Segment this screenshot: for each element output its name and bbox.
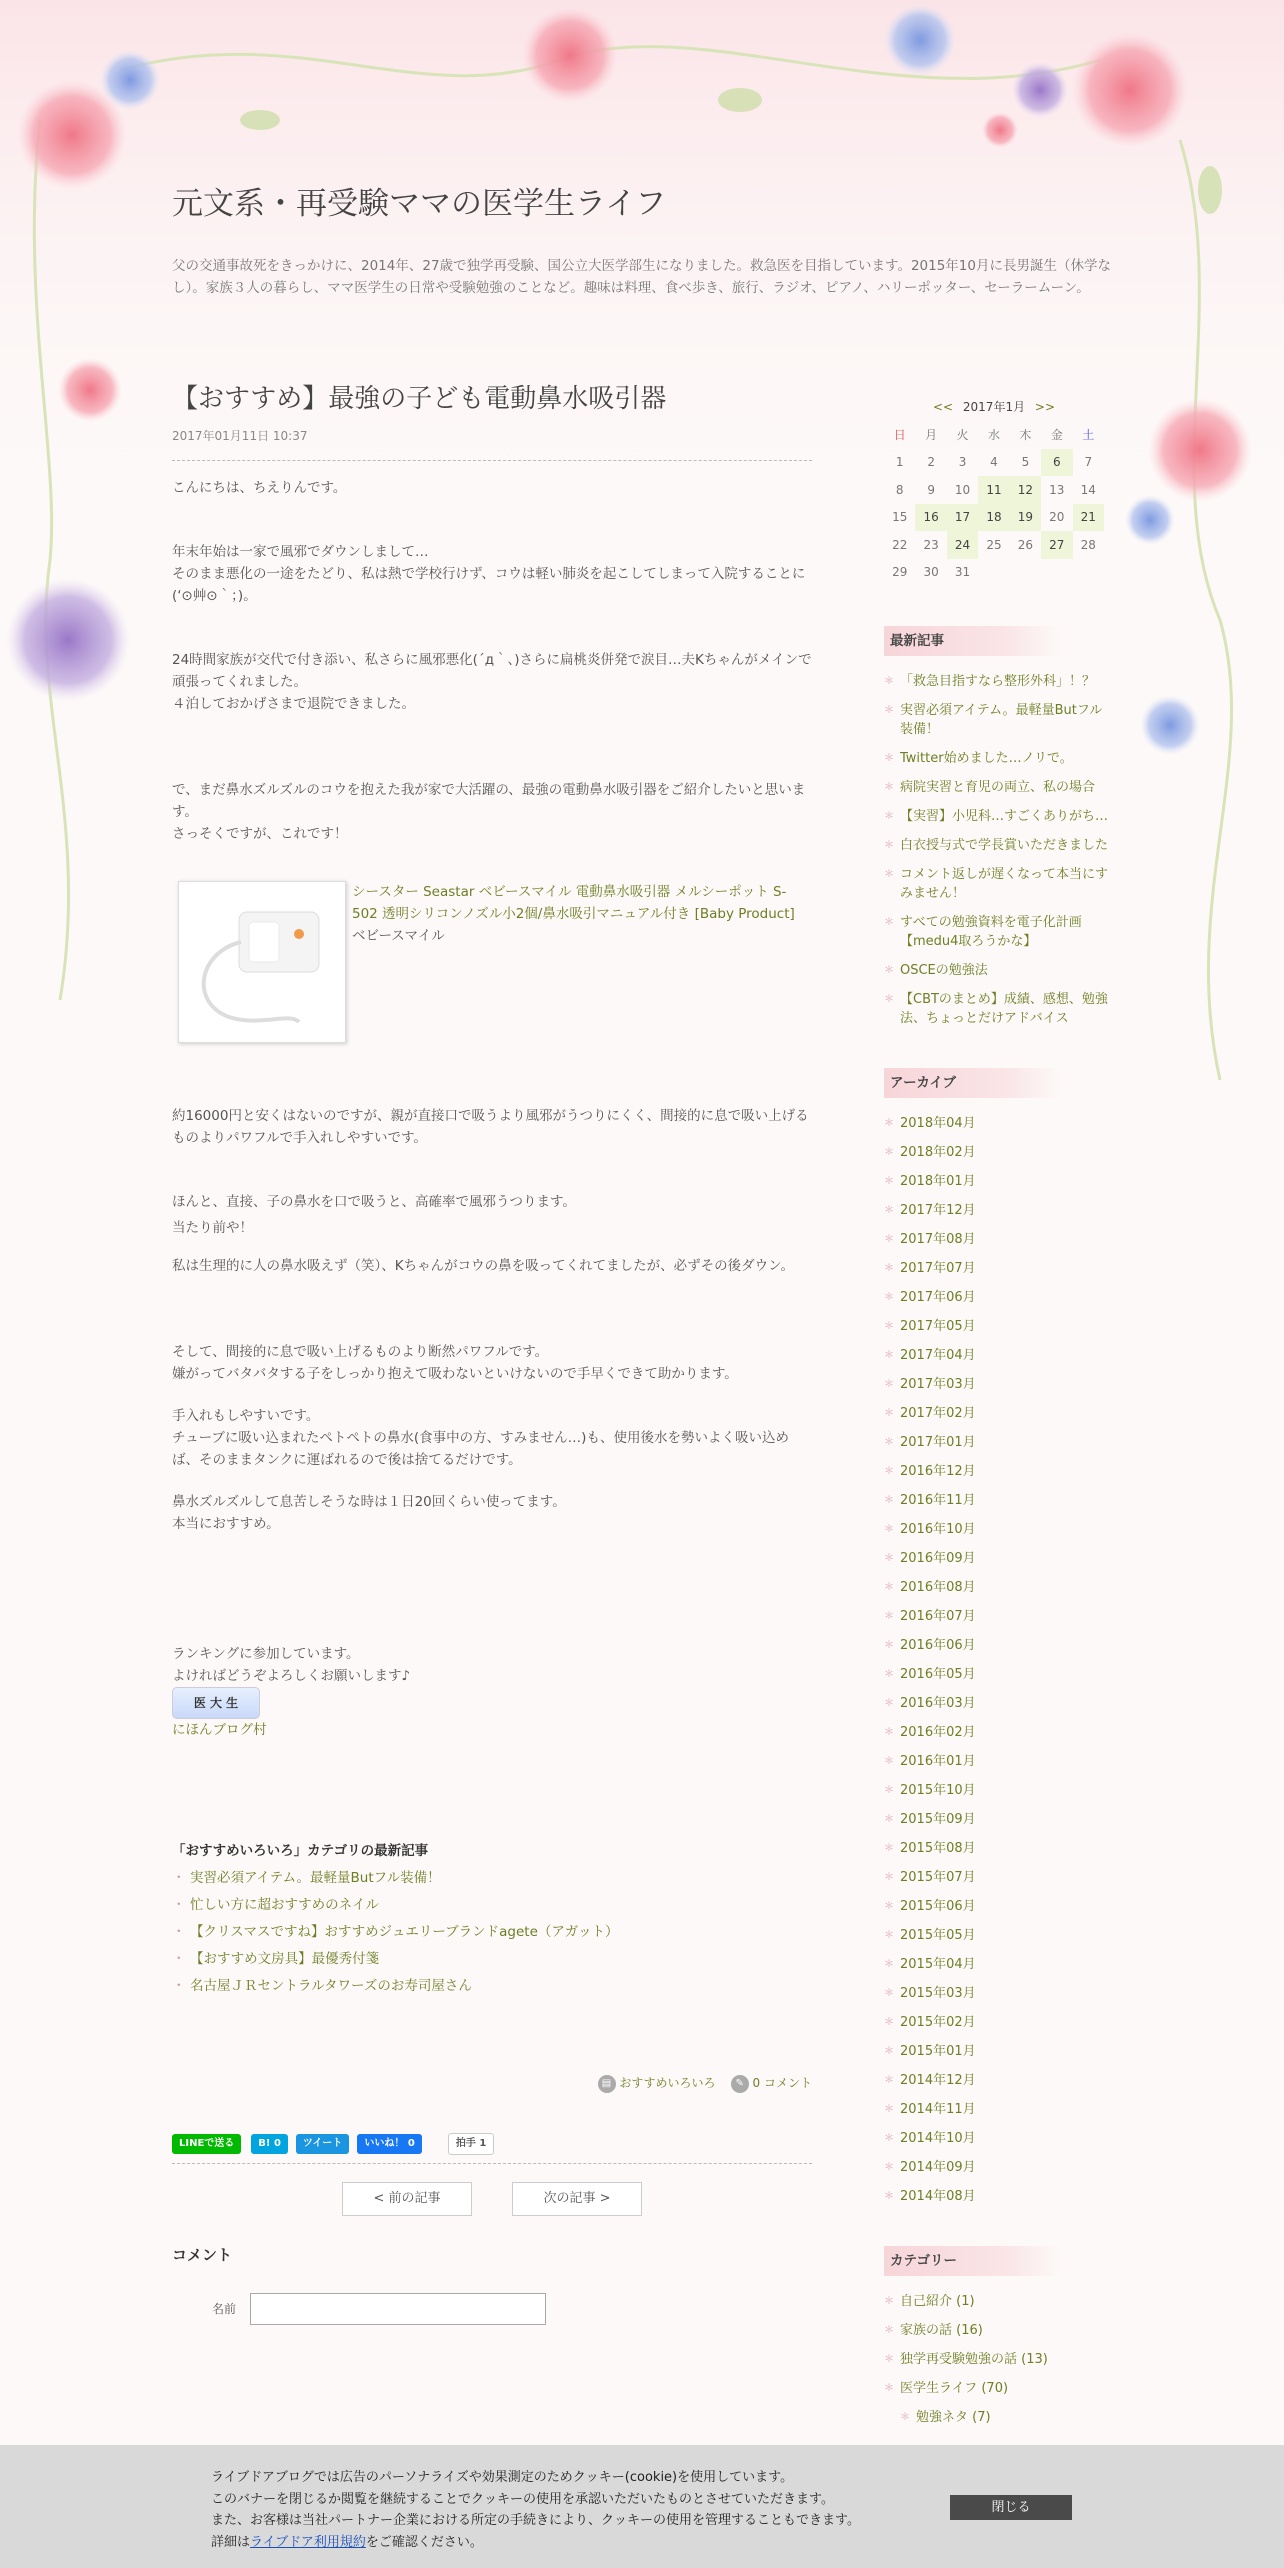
- list-item: [172, 1865, 812, 1892]
- recent-link[interactable]: 【CBTのまとめ】成績、感想、勉強法、ちょっとだけアドバイス: [900, 992, 1108, 1026]
- paragraph: 手入れもしやすいです。: [172, 1408, 320, 1424]
- calendar-day: [1010, 559, 1041, 587]
- archive-link[interactable]: 2014年09月: [900, 2160, 976, 2175]
- paragraph: チューブに吸い込まれたペトペトの鼻水(食事中の方、すみません…)も、使用後水を勢いよく吸い込めば、そのままタンクに運ばれるので後は捨てるだけです。: [172, 1430, 789, 1468]
- paragraph: ４泊しておかげさまで退院できました。: [172, 696, 415, 712]
- archive-link[interactable]: 2015年07月: [900, 1870, 976, 1885]
- category-link[interactable]: 家族の話 (16): [900, 2323, 983, 2338]
- archive-link[interactable]: 2016年12月: [900, 1464, 976, 1479]
- archive-link[interactable]: 2015年10月: [900, 1783, 976, 1798]
- recent-list: [884, 672, 1114, 1028]
- cookie-line: このバナーを閉じるか閲覧を継続することでクッキーの使用を承認いただいたものとさせていただきます。: [211, 2491, 834, 2507]
- archive-list: [884, 1114, 1114, 2206]
- list-item: [884, 2071, 1114, 2090]
- calendar-day: 5: [1021, 455, 1030, 470]
- list-item: [884, 2292, 1114, 2311]
- recent-link[interactable]: OSCEの勉強法: [900, 963, 988, 978]
- paragraph: 約16000円と安くはないのですが、親が直接口で吸うより風邪がうつりにくく、間接的に息で吸い上げるものよりパワフルで手入れしやすいです。: [172, 1108, 809, 1146]
- archive-link[interactable]: 2017年08月: [900, 1232, 976, 1247]
- category-recent-link[interactable]: 忙しい方に超おすすめのネイル: [190, 1897, 379, 1913]
- archive-link[interactable]: 2015年08月: [900, 1841, 976, 1856]
- calendar-day[interactable]: 12: [1010, 476, 1041, 504]
- cookie-close-button[interactable]: 閉じる: [950, 2495, 1072, 2520]
- archive-link[interactable]: 2016年05月: [900, 1667, 976, 1682]
- divider: [172, 2163, 812, 2164]
- list-item: [900, 2408, 1114, 2427]
- sidebar: [884, 398, 1114, 2437]
- archive-link[interactable]: 2016年06月: [900, 1638, 976, 1653]
- article: [172, 378, 812, 2325]
- cookie-line: をご確認ください。: [365, 2534, 483, 2550]
- clap-button[interactable]: 拍手 1: [448, 2133, 494, 2155]
- calendar-day: [1041, 559, 1072, 587]
- list-item: [884, 1636, 1114, 1655]
- divider: [172, 460, 812, 461]
- recent-heading: 最新記事: [884, 626, 1060, 656]
- list-item: [884, 1114, 1114, 1133]
- list-item: [884, 1578, 1114, 1597]
- archive-link[interactable]: 2014年12月: [900, 2073, 976, 2088]
- calendar-day: 22: [892, 537, 908, 552]
- list-item: [884, 2158, 1114, 2177]
- calendar-prev-link[interactable]: <<: [932, 400, 954, 414]
- list-item: [884, 2187, 1114, 2206]
- list-item: [884, 2129, 1114, 2148]
- calendar-day: [1073, 559, 1104, 587]
- list-item: [884, 1462, 1114, 1481]
- calendar-day: 28: [1080, 537, 1096, 552]
- paragraph: さっそくですが、これです！: [172, 826, 348, 842]
- product-link[interactable]: シースター Seastar ベビースマイル 電動鼻水吸引器 メルシーポット S-502 透明シリコンノズル小2個/鼻水吸引マニュアル付き [Baby Product]: [352, 884, 795, 922]
- archive-link[interactable]: 2018年04月: [900, 1116, 976, 1131]
- list-item: [884, 1346, 1114, 1365]
- entry-title[interactable]: 【おすすめ】最強の子ども電動鼻水吸引器: [172, 384, 667, 414]
- paragraph: 年末年始は一家で風邪でダウンしまして…: [172, 544, 429, 560]
- archive-link[interactable]: 2016年07月: [900, 1609, 976, 1624]
- calendar-day: 13: [1049, 482, 1065, 497]
- line-share-button[interactable]: LINEで送る: [172, 2134, 241, 2154]
- calendar-month: 2017年1月: [962, 400, 1026, 414]
- list-item: [884, 2013, 1114, 2032]
- archive-link[interactable]: 2018年01月: [900, 1174, 976, 1189]
- archive-link[interactable]: 2018年02月: [900, 1145, 976, 1160]
- recent-link[interactable]: すべての勉強資料を電子化計画【medu4取ろうかな】: [900, 915, 1082, 949]
- category-link[interactable]: 自己紹介 (1): [900, 2294, 975, 2309]
- weekday-label: 火: [956, 428, 969, 443]
- recent-link[interactable]: 白衣授与式で学長賞いただきました: [900, 838, 1109, 853]
- nasal-aspirator-icon: [179, 882, 345, 1042]
- calendar-day: 15: [892, 510, 908, 525]
- list-item: [884, 1868, 1114, 1887]
- list-item: [884, 961, 1114, 980]
- archive-link[interactable]: 2016年11月: [900, 1493, 976, 1508]
- pager: [172, 2182, 812, 2216]
- archive-link[interactable]: 2016年09月: [900, 1551, 976, 1566]
- list-item: [884, 1259, 1114, 1278]
- calendar-day[interactable]: 16: [915, 504, 946, 532]
- list-item: [884, 1288, 1114, 1307]
- hatena-bookmark-button[interactable]: B! 0: [251, 2134, 288, 2154]
- archive-link[interactable]: 2016年01月: [900, 1754, 976, 1769]
- entry-body: [172, 477, 812, 1741]
- list-item: [884, 1143, 1114, 1162]
- list-item: [884, 701, 1114, 739]
- list-item: [884, 1317, 1114, 1336]
- category-link[interactable]: 勉強ネタ (7): [916, 2410, 991, 2425]
- ranking-link[interactable]: にほんブログ村: [172, 1722, 267, 1738]
- archive-link[interactable]: 2015年01月: [900, 2044, 976, 2059]
- paragraph: こんにちは、ちえりんです。: [172, 480, 347, 496]
- archive-heading: アーカイブ: [884, 1068, 1060, 1098]
- comment-form: [212, 2293, 812, 2325]
- paragraph: 本当におすすめ。: [172, 1516, 280, 1532]
- ranking-banner[interactable]: 医 大 生: [172, 1687, 260, 1719]
- archive-link[interactable]: 2015年04月: [900, 1957, 976, 1972]
- list-item: [884, 1723, 1114, 1742]
- calendar-header: [884, 398, 1104, 415]
- calendar-day: 29: [892, 565, 908, 580]
- list-item: [172, 1973, 812, 2000]
- comment-heading: コメント: [172, 2245, 233, 2264]
- list-item: [884, 778, 1114, 797]
- calendar: [884, 398, 1104, 586]
- list-item: [884, 1201, 1114, 1220]
- archive-link[interactable]: 2015年02月: [900, 2015, 976, 2030]
- list-item: [884, 807, 1114, 826]
- recent-link[interactable]: コメント返しが遅くなって本当にすみません！: [900, 867, 1109, 901]
- category-link[interactable]: 独学再受験勉強の話 (13): [900, 2352, 1048, 2367]
- calendar-day: 3: [958, 455, 967, 470]
- calendar-day: 23: [923, 537, 939, 552]
- terms-link[interactable]: ライブドア利用規約: [250, 2534, 366, 2550]
- paragraph: そのまま悪化の一途をたどり、私は熱で学校行けず、コウは軽い肺炎を起こしてしまって入院することに(‘⊙艸⊙｀；)。: [172, 566, 806, 604]
- recent-link[interactable]: 「救急目指すなら整形外科」！？: [900, 674, 1096, 689]
- category-link[interactable]: 医学生ライフ (70): [900, 2381, 1009, 2396]
- calendar-day: 7: [1084, 455, 1093, 470]
- archive-link[interactable]: 2016年02月: [900, 1725, 976, 1740]
- name-label: 名前: [212, 2302, 237, 2316]
- list-item: [172, 1892, 812, 1919]
- calendar-day[interactable]: 27: [1041, 531, 1072, 559]
- paragraph: で、まだ鼻水ズルズルのコウを抱えた我が家で大活躍の、最強の電動鼻水吸引器をご紹介したいと思います。: [172, 782, 806, 820]
- list-item: [884, 2100, 1114, 2119]
- weekday-label: 水: [987, 428, 1000, 443]
- product-image[interactable]: [178, 881, 346, 1043]
- list-item: [884, 1665, 1114, 1684]
- recent-link[interactable]: 実習必須アイテム。最軽量Butフル装備！: [900, 703, 1103, 737]
- calendar-day: 10: [954, 482, 971, 497]
- archive-link[interactable]: 2015年05月: [900, 1928, 976, 1943]
- list-item: [884, 2042, 1114, 2061]
- category-recent-link[interactable]: 名古屋ＪＲセントラルタワーズのお寿司屋さん: [190, 1978, 472, 1994]
- paragraph: 鼻水ズルズルして息苦しそうな時は１日20回くらい使ってます。: [172, 1494, 566, 1510]
- paragraph: ランキングに参加しています。: [172, 1646, 360, 1662]
- cookie-line: また、お客様は当社パートナー企業における所定の手続きにより、クッキーの使用を管理することもできます。: [211, 2513, 860, 2528]
- category-recent-heading: 「おすすめいろいろ」カテゴリの最新記事: [172, 1843, 429, 1859]
- recent-link[interactable]: 【実習】小児科…すごくありがち…: [900, 809, 1109, 824]
- meta-comment-link[interactable]: 0 コメント: [752, 2076, 812, 2090]
- calendar-day: 1: [895, 455, 904, 470]
- list-item: [884, 1810, 1114, 1829]
- calendar-day: 8: [895, 482, 904, 497]
- weekday-label: 日: [893, 428, 906, 443]
- archive-link[interactable]: 2015年06月: [900, 1899, 976, 1914]
- calendar-day: 4: [990, 455, 998, 470]
- list-item: [172, 1946, 812, 1973]
- comment-icon: ✎: [731, 2075, 749, 2093]
- calendar-day: 14: [1080, 482, 1096, 497]
- facebook-like-button[interactable]: いいね！ 0: [357, 2134, 421, 2154]
- cookie-line: ライブドアブログでは広告のパーソナライズや効果測定のためクッキー(cookie)を使用しています。: [211, 2470, 794, 2485]
- name-input[interactable]: [250, 2293, 546, 2325]
- archive-link[interactable]: 2014年08月: [900, 2189, 976, 2204]
- calendar-day: [978, 559, 1009, 587]
- list-item: [884, 990, 1114, 1028]
- blog-description: 父の交通事故死をきっかけに、2014年、27歳で独学再受験、国公立大医学部生になりました。救急医を目指しています。2015年10月に長男誕生（休学なし）。家族３人の暮らし、ママ医学生の日常や受験勉強のことなど。趣味は料理、食べ歩き、旅行、ラジオ、ピアノ、ハリーポッター、セーラームーン。: [172, 258, 1111, 296]
- share-buttons: [172, 2133, 812, 2155]
- paragraph: そして、間接的に息で吸い上げるものより断然パワフルです。: [172, 1344, 549, 1360]
- entry-meta: [172, 2074, 812, 2093]
- cookie-banner: [0, 2445, 1284, 2568]
- archive-link[interactable]: 2015年09月: [900, 1812, 976, 1827]
- calendar-day[interactable]: 17: [947, 504, 978, 532]
- category-recent-link[interactable]: 実習必須アイテム。最軽量Butフル装備！: [190, 1870, 441, 1886]
- product-card: [172, 881, 812, 1043]
- calendar-day[interactable]: 6: [1041, 449, 1072, 477]
- list-item: [884, 1491, 1114, 1510]
- list-item: [884, 1520, 1114, 1539]
- archive-link[interactable]: 2014年10月: [900, 2131, 976, 2146]
- paragraph: ほんと、直接、子の鼻水を口で吸うと、高確率で風邪うつります。: [172, 1194, 576, 1210]
- list-item: [884, 1781, 1114, 1800]
- archive-link[interactable]: 2017年01月: [900, 1435, 976, 1450]
- list-item: [884, 749, 1114, 768]
- calendar-day[interactable]: 19: [1010, 504, 1041, 532]
- archive-link[interactable]: 2017年03月: [900, 1377, 976, 1392]
- archive-link[interactable]: 2017年05月: [900, 1319, 976, 1334]
- calendar-day[interactable]: 21: [1073, 504, 1104, 532]
- weekday-label: 月: [925, 428, 938, 443]
- calendar-day[interactable]: 24: [947, 531, 978, 559]
- calendar-day: 25: [986, 537, 1002, 552]
- cookie-line: 詳細は: [211, 2534, 251, 2550]
- blog-title[interactable]: 元文系・再受験ママの医学生ライフ: [172, 186, 667, 222]
- calendar-day: 2: [927, 455, 935, 470]
- list-item: [884, 1404, 1114, 1423]
- weekday-label: 土: [1082, 428, 1095, 443]
- calendar-day: 20: [1049, 510, 1065, 525]
- list-item: [884, 1694, 1114, 1713]
- archive-link[interactable]: 2017年06月: [900, 1290, 976, 1305]
- product-info: [352, 881, 802, 1043]
- list-item: [884, 1926, 1114, 1945]
- calendar-day: 9: [927, 482, 935, 497]
- entry-date: 2017年01月11日 10:37: [172, 429, 308, 443]
- calendar-next-link[interactable]: >>: [1034, 400, 1056, 414]
- list-item: [884, 836, 1114, 855]
- category-recent-link[interactable]: 【クリスマスですね】おすすめジュエリーブランドagete（アガット）: [190, 1924, 619, 1940]
- list-item: [884, 1433, 1114, 1452]
- calendar-day[interactable]: 11: [978, 476, 1009, 504]
- list-item: [884, 1375, 1114, 1394]
- weekday-label: 金: [1050, 428, 1063, 443]
- calendar-day: 30: [923, 565, 939, 580]
- calendar-grid: [884, 421, 1104, 586]
- cookie-text: [211, 2467, 941, 2553]
- list-item: [884, 1839, 1114, 1858]
- weekday-label: 木: [1019, 428, 1032, 443]
- calendar-day[interactable]: 18: [978, 504, 1009, 532]
- archive-link[interactable]: 2015年03月: [900, 1986, 976, 2001]
- archive-link[interactable]: 2016年10月: [900, 1522, 976, 1537]
- recent-link[interactable]: 病院実習と育児の両立、私の場合: [900, 780, 1096, 795]
- category-heading: カテゴリー: [884, 2246, 1060, 2276]
- list-item: [884, 913, 1114, 951]
- paragraph: 24時間家族が交代で付き添い、私さらに風邪悪化(´д｀、)さらに扁桃炎併発で涙目…夫Kちゃんがメインで頑張ってくれました。: [172, 652, 812, 690]
- list-item: [884, 1607, 1114, 1626]
- list-item: [884, 1549, 1114, 1568]
- list-item: [884, 2321, 1114, 2340]
- calendar-day: 26: [1017, 537, 1034, 552]
- next-article-button[interactable]: 次の記事 >: [512, 2182, 642, 2216]
- list-item: [884, 1172, 1114, 1191]
- list-item: [884, 2350, 1114, 2369]
- archive-link[interactable]: 2017年04月: [900, 1348, 976, 1363]
- archive-link[interactable]: 2017年02月: [900, 1406, 976, 1421]
- list-item: [884, 865, 1114, 903]
- paragraph: よければどうぞよろしくお願いします♪: [172, 1668, 411, 1684]
- archive-link[interactable]: 2017年07月: [900, 1261, 976, 1276]
- tweet-button[interactable]: ツイート: [296, 2134, 350, 2154]
- category-list: [884, 2292, 1114, 2427]
- list-item: [172, 1919, 812, 1946]
- list-item: [884, 1984, 1114, 2003]
- list-item: [884, 1752, 1114, 1771]
- list-item: [884, 672, 1114, 691]
- prev-article-button[interactable]: < 前の記事: [342, 2182, 472, 2216]
- category-recent-link[interactable]: 【おすすめ文房具】最優秀付箋: [190, 1951, 380, 1967]
- list-item: [884, 1955, 1114, 1974]
- paragraph: 私は生理的に人の鼻水吸えず（笑）、Kちゃんがコウの鼻を吸ってくれてましたが、必ずその後ダウン。: [172, 1258, 795, 1274]
- list-item: [884, 2379, 1114, 2398]
- calendar-day: 31: [954, 565, 971, 580]
- product-brand: ベビースマイル: [352, 928, 445, 944]
- category-recent-box: [172, 1839, 812, 2000]
- emphasis-text: 当たり前や！: [172, 1220, 253, 1236]
- list-item: [884, 1230, 1114, 1249]
- paragraph: 嫌がってバタバタする子をしっかり抱えて吸わないといけないので手早くできて助かります。: [172, 1366, 738, 1382]
- list-item: [884, 1897, 1114, 1916]
- folder-icon: ▤: [598, 2075, 616, 2093]
- archive-link[interactable]: 2016年03月: [900, 1696, 976, 1711]
- meta-category-link[interactable]: おすすめいろいろ: [619, 2076, 716, 2090]
- archive-link[interactable]: 2016年08月: [900, 1580, 976, 1595]
- archive-link[interactable]: 2014年11月: [900, 2102, 976, 2117]
- recent-link[interactable]: Twitter始めました…ノリで。: [900, 751, 1073, 766]
- archive-link[interactable]: 2017年12月: [900, 1203, 976, 1218]
